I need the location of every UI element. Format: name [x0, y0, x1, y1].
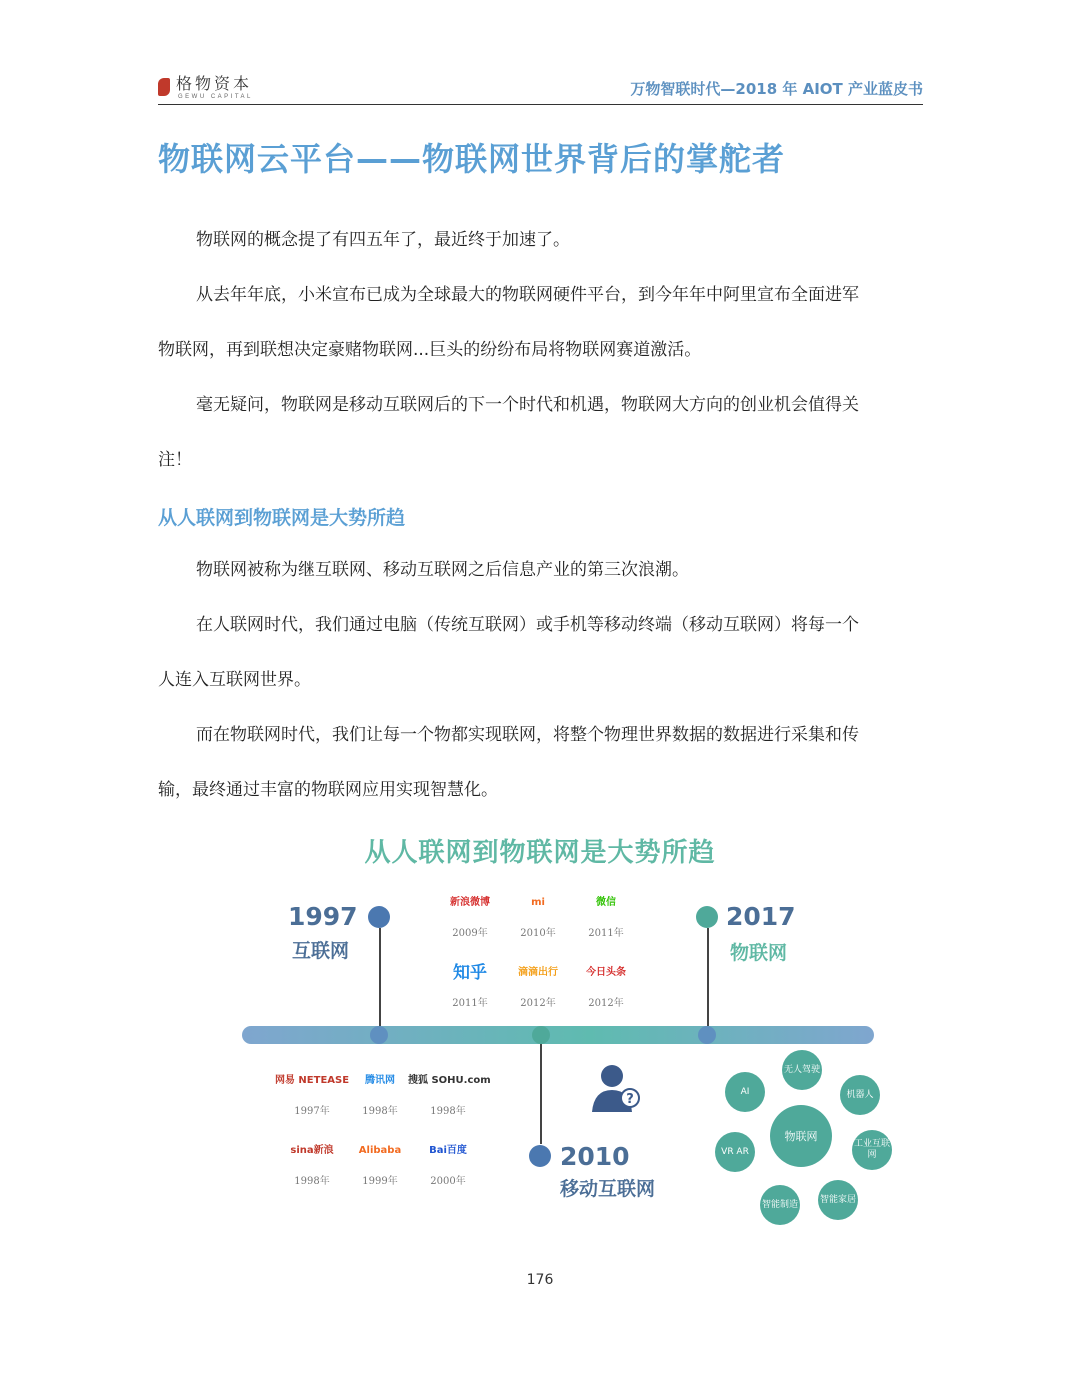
paragraph-line: 注！ [158, 450, 192, 470]
logo-toutiao: 今日头条 2012年 [586, 967, 626, 1009]
timeline-bar [242, 1026, 874, 1044]
logo-qq: 腾讯网 1998年 [362, 1075, 398, 1117]
logo-sohu: 搜狐 SOHU.com 1998年 [408, 1075, 491, 1117]
logo-xiaomi: mi 2010年 [520, 897, 556, 939]
iot-node-robot: 机器人 [840, 1075, 880, 1115]
era-dot-2010 [529, 1145, 551, 1167]
seal-icon [158, 78, 170, 96]
iot-node-autonomous-driving: 无人驾驶 [782, 1050, 822, 1090]
iot-node-smart-manufacturing: 智能制造 [760, 1185, 800, 1225]
era-label-iot: 物联网 [730, 942, 788, 964]
era-dot-1997 [368, 906, 390, 928]
logo-weibo: 新浪微博 2009年 [450, 897, 490, 939]
era-year-1997: 1997 [288, 902, 358, 931]
logo-zhihu: 知乎 2011年 [452, 963, 488, 1009]
paragraph-line: 而在物联网时代，我们让每一个物都实现联网，将整个物理世界数据的数据进行采集和传 [196, 725, 859, 745]
iot-node-smart-home: 智能家居 [818, 1180, 858, 1220]
gewu-capital-logo [158, 76, 252, 96]
logo-didi: 滴滴出行 2012年 [518, 967, 558, 1009]
iot-node-industrial-internet: 工业互联网 [852, 1130, 892, 1170]
page-number: 176 [526, 1272, 554, 1288]
paragraph-line: 物联网被称为继互联网、移动互联网之后信息产业的第三次浪潮。 [196, 560, 689, 580]
logo-netease: 网易 NETEASE 1997年 [274, 1075, 350, 1117]
paragraph-line: 人连入互联网世界。 [158, 670, 311, 690]
paragraph-line: 从去年年底，小米宣布已成为全球最大的物联网硬件平台，到今年年中阿里宣布全面进军 [196, 285, 859, 305]
logo-baidu: Bai百度 2000年 [429, 1145, 467, 1187]
infographic-title: 从人联网到物联网是大势所趋 [364, 838, 716, 868]
logo-subtext: GEWU CAPITAL [178, 94, 253, 100]
page-title: 物联网云平台——物联网世界背后的掌舵者 [158, 140, 786, 178]
iot-node-ai: AI [725, 1072, 765, 1112]
paragraph-line: 物联网，再到联想决定豪赌物联网...巨头的纷纷布局将物联网赛道激活。 [158, 340, 702, 360]
paragraph-line: 在人联网时代，我们通过电脑（传统互联网）或手机等移动终端（移动互联网）将每一个 [196, 615, 859, 635]
era-dot-2017 [696, 906, 718, 928]
iot-center-circle: 物联网 [770, 1105, 832, 1167]
logo-wechat: 微信 2011年 [588, 897, 624, 939]
iot-node-vr-ar: VR AR [715, 1132, 755, 1172]
logo-sina: sina新浪 1998年 [290, 1145, 334, 1187]
paragraph-line: 物联网的概念提了有四五年了，最近终于加速了。 [196, 230, 570, 250]
era-label-internet: 互联网 [292, 940, 350, 962]
paragraph-line: 输，最终通过丰富的物联网应用实现智慧化。 [158, 780, 498, 800]
logo-alibaba: Alibaba 1999年 [358, 1145, 402, 1187]
era-connector [540, 1044, 542, 1144]
era-label-mobile-internet: 移动互联网 [560, 1178, 656, 1200]
era-year-2017: 2017 [726, 902, 796, 931]
timeline-node [698, 1026, 716, 1044]
section-heading: 从人联网到物联网是大势所趋 [158, 507, 406, 529]
era-connector [379, 928, 381, 1028]
person-question-icon [588, 1060, 644, 1116]
era-year-2010: 2010 [560, 1142, 630, 1171]
report-title: 万物智联时代—2018 年 AIOT 产业蓝皮书 [630, 80, 923, 98]
page-header [158, 76, 923, 105]
paragraph-line: 毫无疑问，物联网是移动互联网后的下一个时代和机遇，物联网大方向的创业机会值得关 [196, 395, 859, 415]
timeline-infographic [160, 820, 920, 1230]
timeline-node [370, 1026, 388, 1044]
svg-text:?: ? [626, 1092, 634, 1107]
logo-text: 格物资本 [176, 74, 253, 93]
era-connector [707, 928, 709, 1028]
timeline-node [532, 1026, 550, 1044]
